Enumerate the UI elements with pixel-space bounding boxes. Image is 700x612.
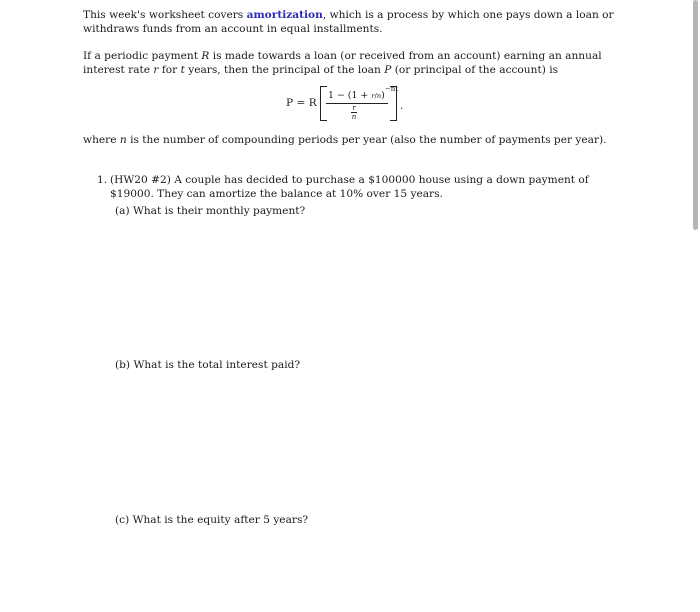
question-a bbox=[115, 205, 305, 217]
definition-text-4: years, then the principal of the loan bbox=[184, 64, 385, 76]
question-a-text: What is their monthly payment? bbox=[132, 205, 306, 217]
formula-exponent: −nt bbox=[384, 85, 399, 93]
numerator-close-paren: ) bbox=[381, 90, 385, 102]
denominator-r: r bbox=[352, 104, 356, 112]
problem-1 bbox=[97, 173, 627, 201]
formula-right-bracket bbox=[390, 86, 397, 121]
intro-text-before: This week's worksheet covers bbox=[83, 9, 247, 21]
problem-text: (HW20 #2) A couple has decided to purchase a $100000 house using a down payment of $19000. They can amortize the balance at 10% over 15 years. bbox=[110, 174, 589, 200]
scrollbar-thumb[interactable] bbox=[693, 0, 698, 230]
intro-paragraph bbox=[83, 8, 628, 36]
variable-t: t bbox=[180, 64, 185, 76]
question-c-text: What is the equity after 5 years? bbox=[132, 514, 309, 526]
variable-P: P bbox=[384, 64, 392, 76]
question-a-label: (a) bbox=[115, 205, 130, 217]
question-b-text: What is the total interest paid? bbox=[133, 359, 301, 371]
numerator-r: r bbox=[371, 92, 375, 101]
formula-lhs: P = R bbox=[286, 97, 317, 109]
definition-text-3: for bbox=[158, 64, 181, 76]
variable-r: r bbox=[153, 64, 159, 76]
question-b bbox=[115, 359, 300, 371]
where-paragraph bbox=[83, 133, 628, 147]
question-b-label: (b) bbox=[115, 359, 131, 371]
definition-text-1: If a periodic payment bbox=[83, 50, 202, 62]
numerator-text: 1 − (1 + bbox=[328, 90, 372, 102]
problem-number: 1. bbox=[97, 174, 108, 186]
variable-n: n bbox=[119, 134, 127, 146]
question-c-label: (c) bbox=[115, 514, 130, 526]
formula-fraction-bar bbox=[326, 103, 388, 104]
definition-text-2: is made towards a loan (or received from an account) earning an annual interest rate bbox=[83, 50, 602, 76]
intro-text-after: , which is a process by which one pays down a loan or withdraws funds from an account in equal installments. bbox=[83, 9, 614, 35]
formula-comma: . bbox=[400, 100, 404, 112]
definition-paragraph bbox=[83, 49, 628, 77]
where-text-1: where bbox=[83, 134, 120, 146]
vertical-scrollbar[interactable] bbox=[690, 0, 700, 612]
formula-numerator bbox=[328, 85, 399, 102]
formula-denominator bbox=[351, 104, 357, 121]
principal-formula bbox=[286, 86, 426, 122]
denominator-n: n bbox=[351, 113, 357, 121]
where-text-2: is the number of compounding periods per year (also the number of payments per year). bbox=[126, 134, 607, 146]
numerator-r-over-n: r/n bbox=[371, 92, 382, 101]
definition-text-5: (or principal of the account) is bbox=[391, 64, 559, 76]
numerator-n: n bbox=[376, 92, 382, 101]
question-c bbox=[115, 514, 308, 526]
amortization-keyword: amortization bbox=[246, 9, 323, 21]
variable-R: R bbox=[201, 50, 210, 62]
